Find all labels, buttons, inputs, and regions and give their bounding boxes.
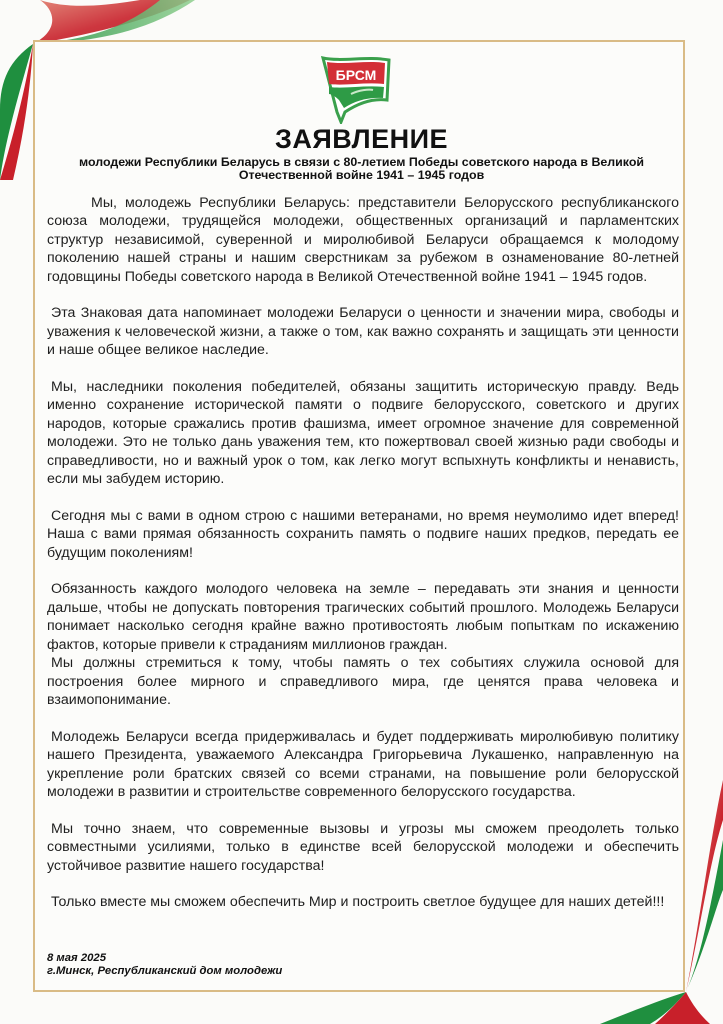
- paragraph-5: Обязанность каждого молодого человека на земле – передавать эти знания и ценности дальше, чтобы не допускать повторения трагических событий прошлого. Молодежь Беларуси понимает насколько сегодня крайне важно противостоять любым попыткам по искажению фактов, которые привели к страданиям миллионов граждан.: [47, 581, 679, 653]
- paragraph-3: Мы, наследники поколения победителей, обязаны защитить историческую правду. Ведь именно сохранение исторической памяти о подвиге белорусского, советского и других народов, которые сражались против фашизма, имеет огромное значение для современной молодежи. Это не только дань уважения тем, кто пожертвовал своей жизнью ради свободы и справедливости, но и важный урок о том, как легко могут вспыхнуть конфликты и ненависть, если мы забудем историю.: [47, 379, 679, 488]
- paragraph-4: Сегодня мы с вами в одном строю с нашими ветеранами, но время неумолимо идет вперед! Наша с вами прямая обязанность сохранить память о подвиге наших предков, передать ее будущим поколениям!: [47, 507, 679, 561]
- paragraph-9: Только вместе мы сможем обеспечить Мир и построить светлое будущее для наших детей!!!: [51, 894, 665, 911]
- signature-date: 8 мая 2025: [47, 952, 106, 964]
- brsm-logo: [317, 54, 395, 124]
- paragraph-8: Мы точно знаем, что современные вызовы и угрозы мы сможем преодолеть только совместными усилиями, только в единстве всей белорусской молодежи и обеспечить устойчивое развитие нашего государства!: [47, 820, 679, 874]
- document-body: [47, 194, 679, 912]
- document-subtitle: молодежи Республики Беларусь в связи с 80-летием Победы советского народа в Великой Отечественной войне 1941 – 1945 годов: [78, 155, 645, 182]
- paragraph-1: Мы, молодежь Республики Беларусь: представители Белорусского республиканского союза молодежи, трудящейся молодежи, общественных организаций и парламентских структур независимой, суверенной и миролюбивой Беларуси обращаемся к молодому поколению нашей страны и нашим сверстникам за рубежом в ознаменование 80-летней годовщины Победы советского народа в Великой Отечественной войне 1941 – 1945 годов.: [47, 195, 679, 285]
- paragraph-2: Эта Знаковая дата напоминает молодежи Беларуси о ценности и значении мира, свободы и уважения к человеческой жизни, а также о том, как важно сохранять и защищать эти ценности и наше общее великое наследие.: [47, 305, 679, 359]
- logo-text: БРСМ: [335, 67, 377, 83]
- document-title: ЗАЯВЛЕНИЕ: [274, 124, 448, 154]
- signature-block: [47, 952, 282, 978]
- paragraph-7: Молодежь Беларуси всегда придерживалась и будет поддерживать миролюбивую политику нашего Президента, уважаемого Александра Григорьевича Лукашенко, направленную на укрепление роли братских связей со всеми странами, на повышение роли белорусской молодежи в развитии и строительстве современного белорусского государства.: [47, 728, 679, 800]
- signature-place: г.Минск, Республиканский дом молодежи: [47, 965, 283, 977]
- paragraph-6: Мы должны стремиться к тому, чтобы память о тех событиях служила основой для построения более мирного и справедливого мира, где ценятся права человека и взаимопонимание.: [47, 655, 679, 708]
